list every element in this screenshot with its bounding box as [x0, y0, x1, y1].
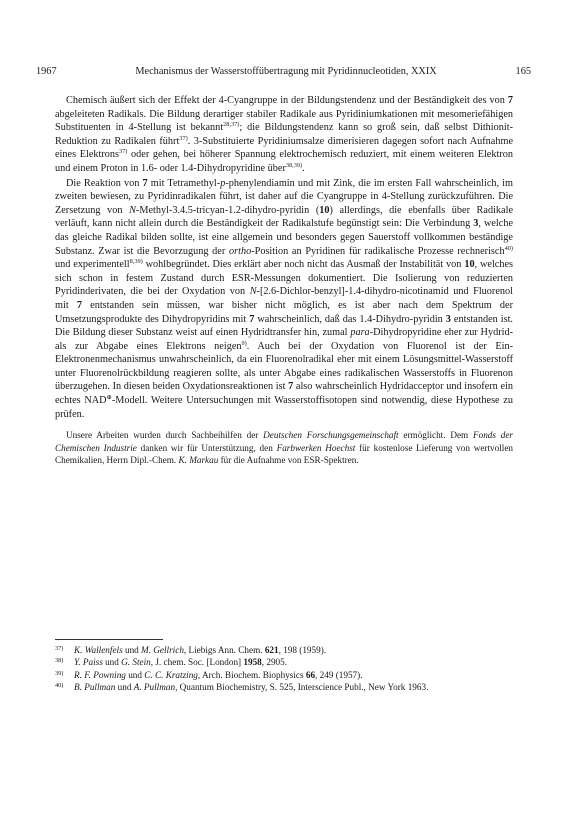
- paragraph-2: Die Reaktion von 7 mit Tetramethyl-p-phenylendiamin und mit Zink, die im ersten Fall wahrscheinlich, im zweiten bewiesen, zu Pyridinradikalen führt, ist daher auf die Cyangruppe in 4-Stellung zurückzuführen. Die Zersetzung von N-Methyl-3.4.5-tricyan-1.2-dihydro-pyridin (10) allerdings, die ebenfalls über Radikale verläuft, kann nicht allein durch die Beständigkeit der Radikalstufe begünstigt sein: Die Verbindung 3, welche das gleiche Radikal bilden sollte, ist eine allgemein und besonders gegen Sauerstoff vollkommen beständige Substanz. Zwar ist die Bevorzugung der ortho-Position an Pyridinen für radikalische Prozesse rechnerisch$^{40)}$ und experimentell$^{8,39)}$ wohlbegründet. Dies erklärt aber noch nicht das Ausmaß der Instabilität von 10, welches sich schon in festem Zustand durch ESR-Messungen dokumentiert. Die Isolierung von reduzierten Pyridinderivaten, die bei der Oxydation von N-[2.6-Dichlor-benzyl]-1.4-dihydro-nicotinamid und Fluorenol mit 7 entstanden sein müssen, war bisher nicht möglich, es ist aber nach dem Spektrum der Umsetzungsprodukte des Dihydropyridins mit 7 wahrscheinlich, daß das 1.4-Dihydro-pyridin 3 entstanden ist. Die Bildung dieser Substanz weist auf einen Hydridtransfer hin, zumal para-Dihydropyridine eher zur Hydrid- als zur Abgabe eines Elektrons neigen$^{9)}$. Auch bei der Oxydation von Fluorenol ist der Ein-Elektronenmechanismus unwahrscheinlich, da ein Fluorenolradikal eher mit einem Lösungsmittel-Wasserstoff unter Fluorenolrückbildung reagieren sollte, als unter Abgabe eines radikalischen Wasserstoffs in Fluorenon überzugehen. In diesen beiden Oxydationsreaktionen ist 7 also wahrscheinlich Hydridacceptor und insofern ein echtes NAD⊕-Modell. Weitere Untersuchungen mit Wasserstoffisotopen sind notwendig, diese Hypothese zu prüfen.: [55, 177, 514, 420]
- citation: 38,39): [285, 161, 303, 169]
- reference-item: 39) R. F. Powning und C. C. Kratzing, Arch. Biochem. Biophysics 66, 249 (1957).: [55, 669, 363, 680]
- citation: 37): [179, 134, 188, 142]
- acknowledgement: Unsere Arbeiten wurden durch Sachbeihilfen der Deutschen Forschungsgemeinschaft ermöglicht. Dem Fonds der Chemischen Industrie danken wir für Unterstützung, den Farbwerken Hoechst für kostenlose Lieferung von wertvollen Chemikalien, Herrn Dipl.-Chem. K. Markau für die Aufnahme von ESR-Spektren.: [55, 430, 513, 466]
- citation: 8,39): [129, 258, 143, 266]
- footnote-rule: [55, 639, 163, 640]
- main-text: [55, 94, 513, 467]
- citation: ⊕: [106, 394, 112, 402]
- reference-item: 37) K. Wallenfels und M. Gellrich, Liebigs Ann. Chem. 621, 198 (1959).: [55, 645, 327, 655]
- citation: 9): [241, 339, 247, 347]
- header-title: Mechanismus der Wasserstoffübertragung mit Pyridinnucleotiden, XXIX: [135, 66, 437, 77]
- paragraph-1: Chemisch äußert sich der Effekt der 4-Cyangruppe in der Bildungstendenz und der Beständigkeit des von 7 abgeleiteten Radikals. Die Bildung derartiger stabiler Radikale aus Pyridiniumkationen mit mesomeriefähigen Substituenten in 4-Stellung ist bekannt$^{28,37)}$; die Bildungstendenz kann so groß sein, daß selbst Dithionit-Reduktion zu Radikalen führt$^{37)}$. 3-Substituierte Pyridiniumsalze dimerisieren dagegen sofort nach Aufnahme eines Elektrons$^{37)}$ oder gehen, bei höherer Spannung elektrochemisch reduziert, mit einem weiteren Elektron und einem Proton in 1.6- oder 1.4-Dihydropyridine über$^{38,39)}$.: [55, 95, 513, 174]
- reference-item: 40) B. Pullman und A. Pullman, Quantum Biochemistry, S. 525, Interscience Publ., New York 1963.: [55, 681, 429, 692]
- reference-item: 38) Y. Paiss und G. Stein, J. chem. Soc. [London] 1958, 2905.: [55, 657, 288, 668]
- citation: 37): [119, 148, 128, 156]
- citation: 40): [504, 244, 513, 252]
- references: [55, 644, 513, 693]
- header-page-number: 165: [515, 66, 531, 77]
- running-header: [36, 66, 531, 77]
- citation: 28,37): [223, 121, 240, 129]
- header-year: 1967: [36, 66, 57, 77]
